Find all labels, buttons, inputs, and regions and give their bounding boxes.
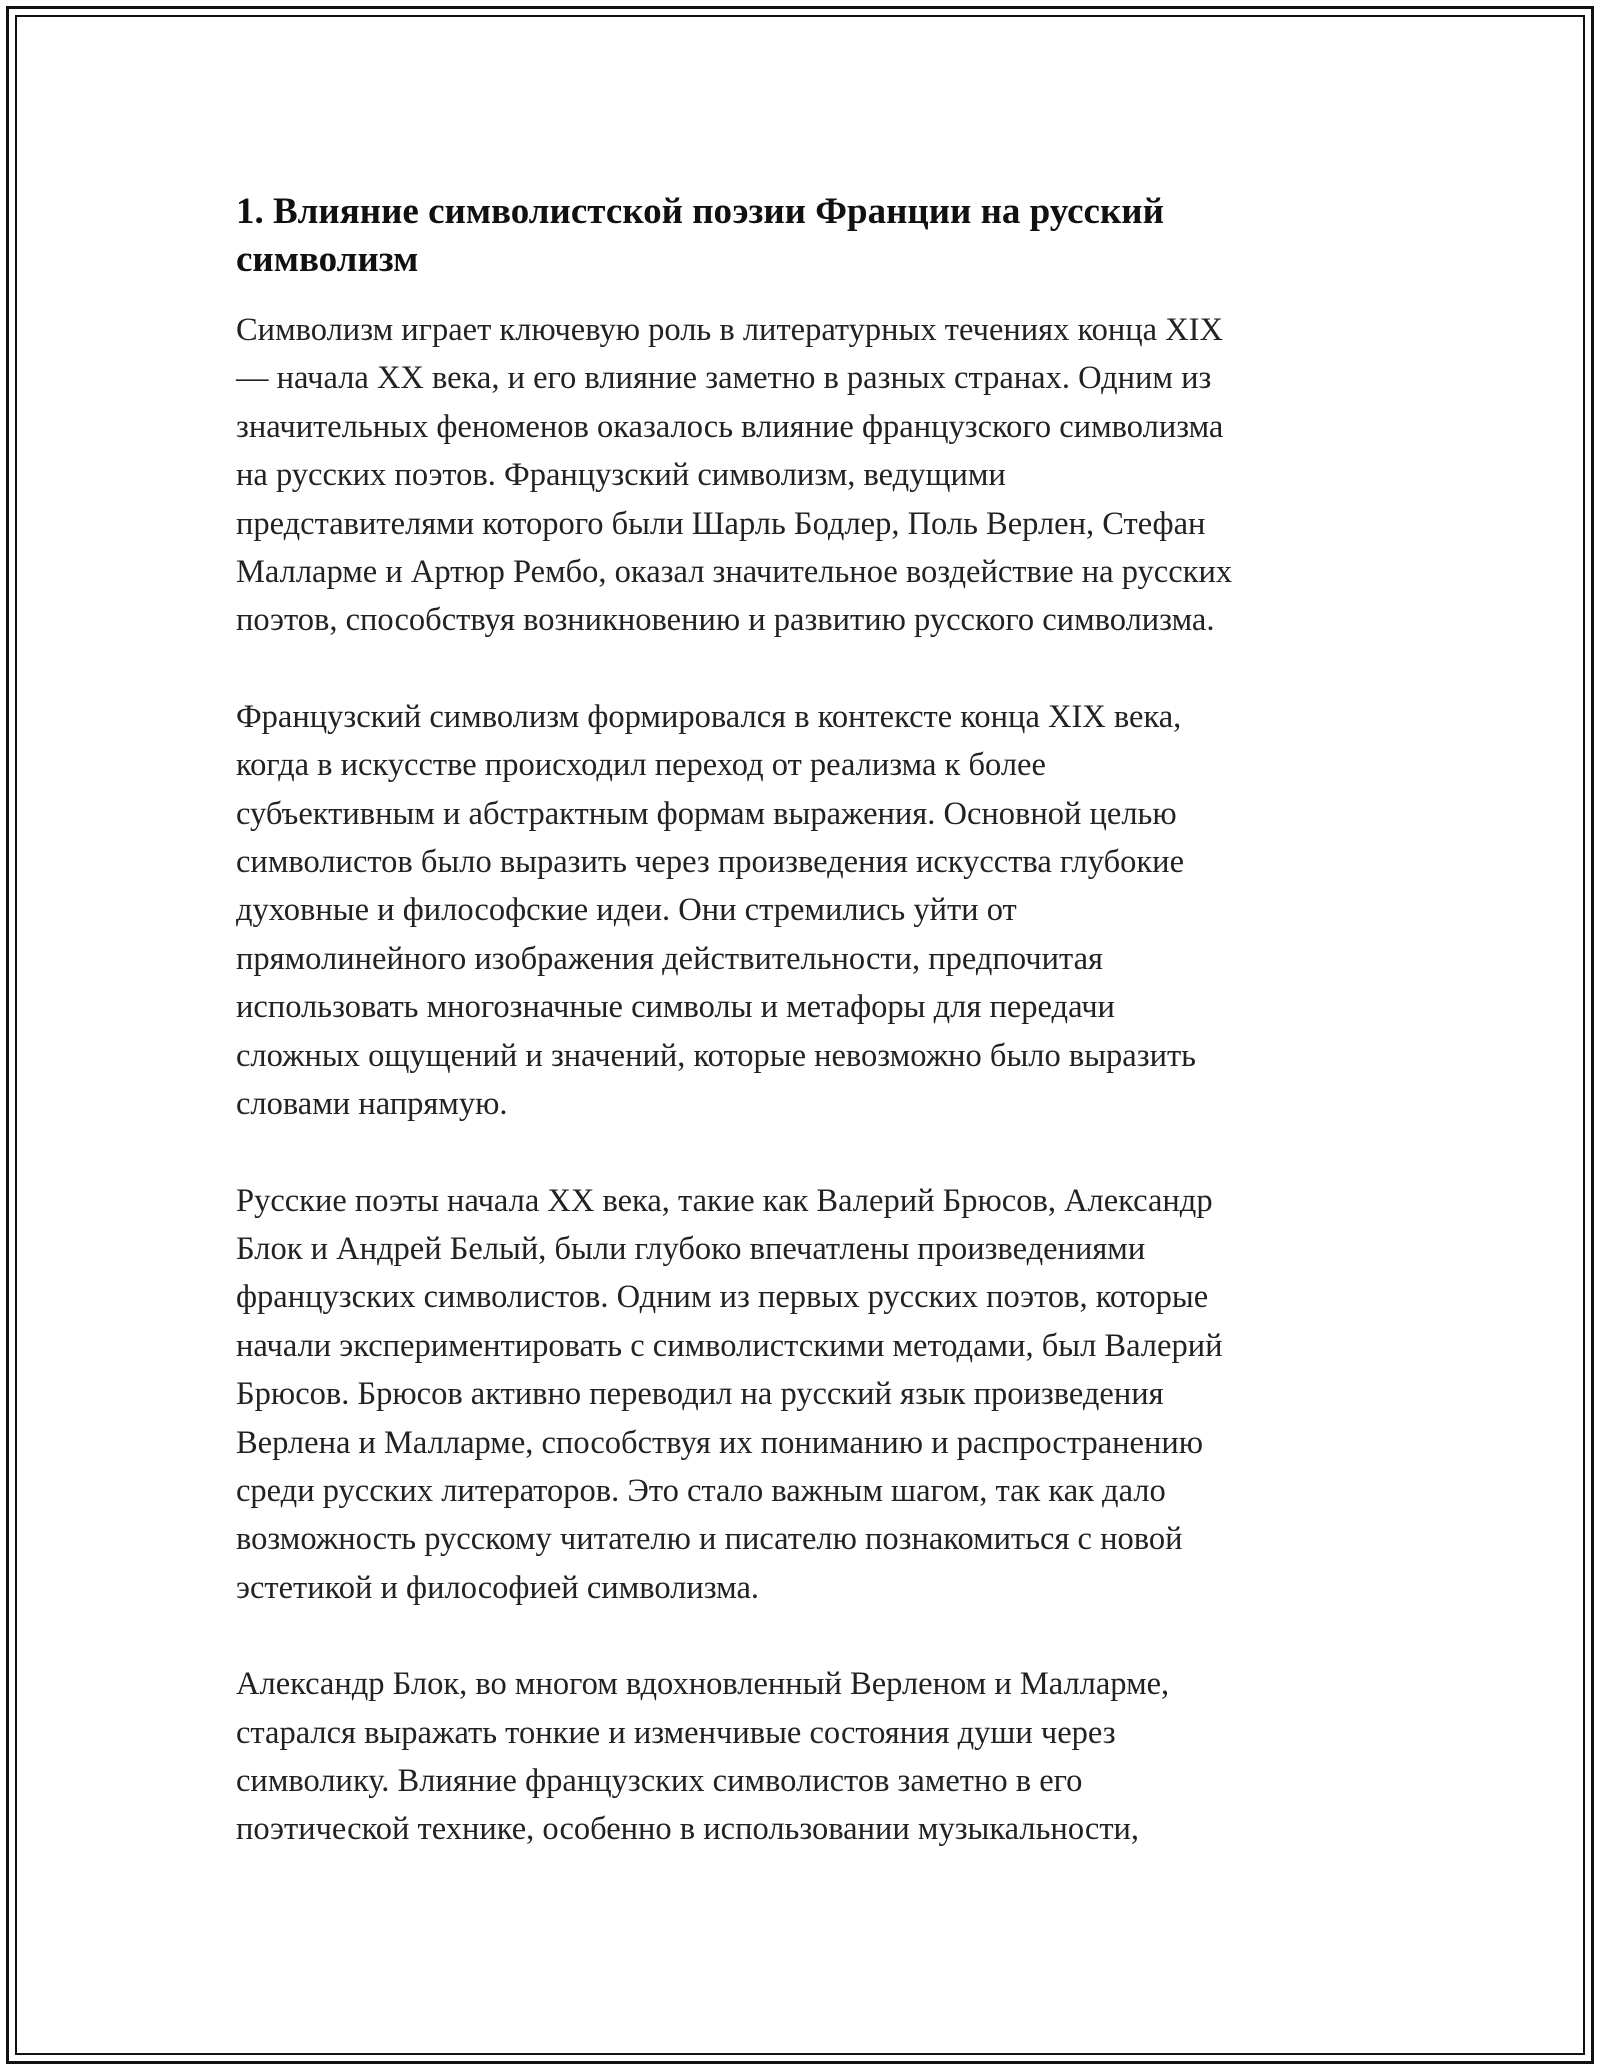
paragraph-line: символику. Влияние французских символистов заметно в его — [236, 1762, 1083, 1799]
paragraph-line: возможность русскому читателю и писателю познакомиться с новой — [236, 1521, 1183, 1558]
paragraph-line: субъективным и абстрактным формам выражения. Основной целью — [236, 795, 1177, 832]
paragraph — [236, 1660, 1386, 1854]
paragraph-line: духовные и философские идеи. Они стремились уйти от — [236, 892, 1017, 929]
document-body — [236, 188, 1386, 1854]
paragraph-line: среди русских литераторов. Это стало важным шагом, так как дало — [236, 1472, 1166, 1509]
paragraph-line: символистов было выразить через произведения искусства глубокие — [236, 844, 1184, 881]
paragraph-line: на русских поэтов. Французский символизм, ведущими — [236, 457, 1006, 494]
paragraph-line: старался выражать тонкие и изменчивые состояния души через — [236, 1714, 1116, 1751]
heading-line: 1. Влияние символистской поэзии Франции на русский — [236, 191, 1164, 232]
paragraph — [236, 1177, 1386, 1613]
paragraph-line: эстетикой и философией символизма. — [236, 1569, 760, 1606]
paragraph-line: поэтов, способствуя возникновению и развитию русского символизма. — [236, 602, 1215, 639]
paragraph-line: использовать многозначные символы и метафоры для передачи — [236, 989, 1115, 1026]
paragraph-line: Французский символизм формировался в контексте конца XIX века, — [236, 698, 1182, 735]
paragraph-line: поэтической технике, особенно в использовании музыкальности, — [236, 1811, 1140, 1848]
paragraph-line: прямолинейного изображения действительности, предпочитая — [236, 940, 1103, 977]
paragraph-line: Символизм играет ключевую роль в литературных течениях конца XIX — [236, 312, 1223, 348]
section-heading — [236, 188, 1386, 284]
paragraph-line: — начала XX века, и его влияние заметно в разных странах. Одним из — [236, 360, 1212, 397]
paragraph — [236, 693, 1386, 1129]
paragraph-line: Брюсов. Брюсов активно переводил на русский язык произведения — [236, 1376, 1164, 1413]
paragraph-line: Александр Блок, во многом вдохновленный Верленом и Малларме, — [236, 1666, 1170, 1703]
paragraph-line: значительных феноменов оказалось влияние французского символизма — [236, 408, 1224, 445]
paragraph-line: словами напрямую. — [236, 1086, 508, 1123]
paragraph-line: сложных ощущений и значений, которые невозможно было выразить — [236, 1037, 1196, 1074]
paragraph-line: Блок и Андрей Белый, были глубоко впечатлены произведениями — [236, 1230, 1146, 1267]
heading-line: символизм — [236, 239, 419, 280]
paragraph-line: Малларме и Артюр Рембо, оказал значительное воздействие на русских — [236, 554, 1233, 591]
paragraphs — [236, 306, 1386, 1854]
paragraph-line: когда в искусстве происходил переход от реализма к более — [236, 747, 1046, 784]
paragraph-line: начали экспериментировать с символистскими методами, был Валерий — [236, 1327, 1223, 1364]
paragraph — [236, 306, 1386, 645]
paragraph-line: представителями которого были Шарль Бодлер, Поль Верлен, Стефан — [236, 505, 1206, 542]
paragraph-line: французских символистов. Одним из первых русских поэтов, которые — [236, 1279, 1209, 1316]
paragraph-line: Верлена и Малларме, способствуя их пониманию и распространению — [236, 1424, 1204, 1461]
paragraph-line: Русские поэты начала XX века, такие как Валерий Брюсов, Александр — [236, 1182, 1213, 1219]
